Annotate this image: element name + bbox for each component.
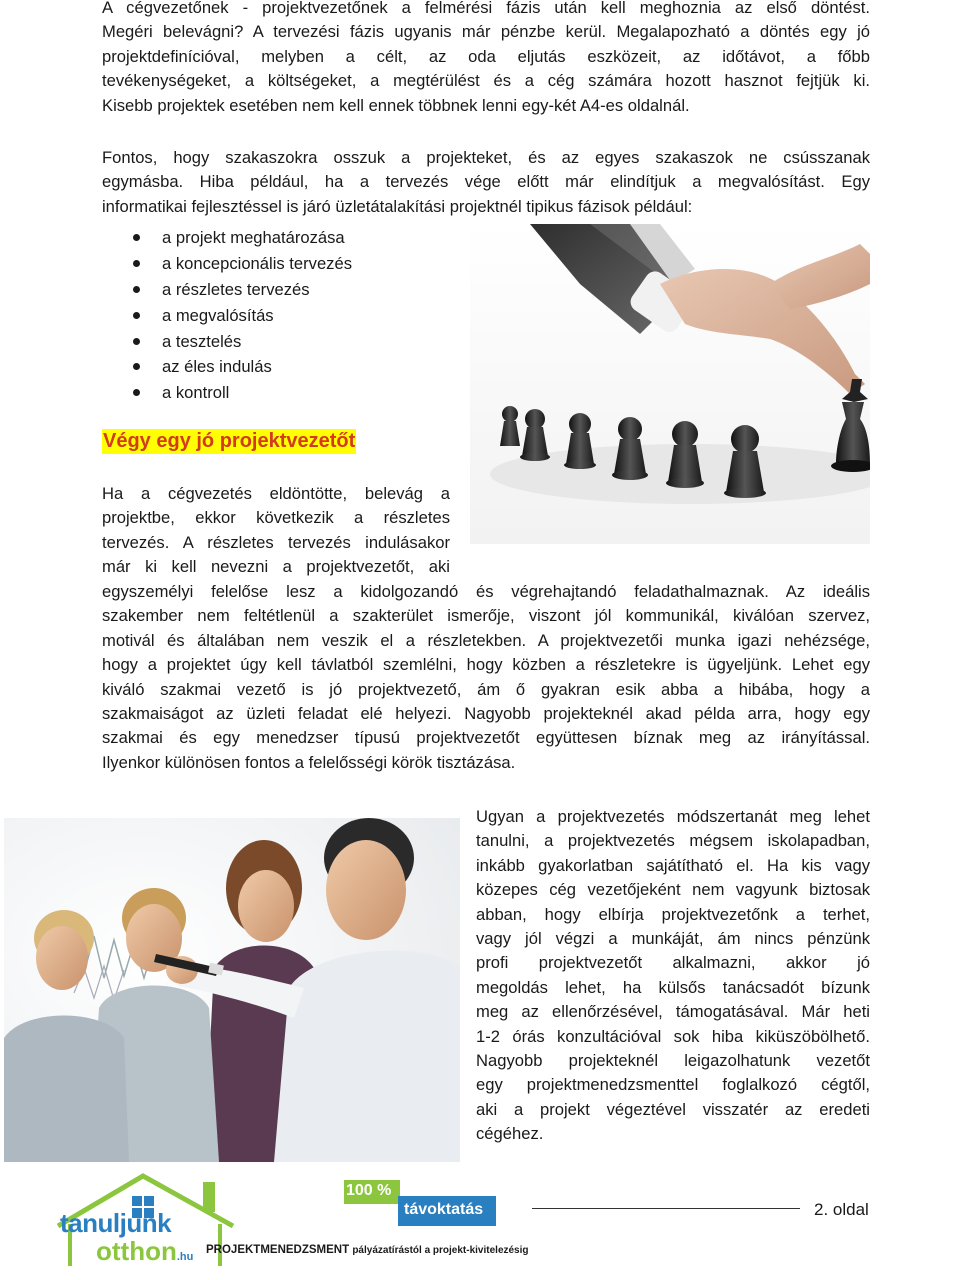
list-item: a projekt meghatározása xyxy=(102,225,352,251)
intro-paragraph xyxy=(102,0,870,118)
course-title-bold: PROJEKTMENEDZSMENT xyxy=(206,1244,350,1256)
list-item: a megvalósítás xyxy=(102,303,352,329)
text-line: egy projektmenedzsmenttel foglalkozó cégtől, xyxy=(476,1075,870,1095)
text-line: egyszemélyi felelőse lesz a kidolgozandó és végrehajtandó feladathalmaznak. Az ideális xyxy=(102,582,870,601)
percent-badge-text: 100 % xyxy=(346,1182,392,1199)
text-line: már ki kell nevezni a projektvezetőt, aki xyxy=(102,557,450,577)
footer-logo xyxy=(0,1166,529,1276)
text-line: profi projektvezetőt alkalmazni, akkor jó xyxy=(476,953,870,973)
text-line: Nagyobb projekteknél leigazolhatunk vezetőt xyxy=(476,1051,870,1071)
text-line: projektbe, ekkor következik a részletes xyxy=(102,508,450,528)
project-manager-paragraph xyxy=(102,580,870,775)
list-item: a tesztelés xyxy=(102,329,352,355)
consulting-paragraph xyxy=(476,805,870,1147)
chess-photo xyxy=(470,224,870,544)
list-item: az éles indulás xyxy=(102,354,352,380)
text-line: szakember nem feltétlenül a szakterület ismerője, viszont jól kommunikál, kiválóan szervez, xyxy=(102,606,870,626)
course-title-rest: pályázatírástól a projekt-kivitelezésig xyxy=(352,1245,529,1256)
text-line: Megéri belevágni? A tervezési fázis ugyanis már pénzbe kerül. Megalapozható a döntés egy jó xyxy=(102,22,870,42)
project-manager-paragraph-start xyxy=(102,482,450,580)
text-line: Kisebb projektek esetében nem kell ennek többnek lenni egy-két A4-es oldalnál. xyxy=(102,95,690,115)
text-line: Fontos, hogy szakaszokra osszuk a projekteket, és az egyes szakaszok ne csússzanak xyxy=(102,148,870,167)
footer-divider xyxy=(532,1208,800,1209)
text-line: tervezés. A részletes tervezés indulásakor xyxy=(102,532,450,552)
meeting-photo xyxy=(4,818,460,1162)
text-line: inkább gyakorlatban sajátítható el. Ha kis vagy xyxy=(476,855,870,875)
text-line: megoldás lehet, ha külsős tanácsadót bízunk xyxy=(476,977,870,997)
distance-learning-text: távoktatás xyxy=(404,1201,484,1218)
phase-list xyxy=(102,225,352,406)
text-line: abban, hogy elbírja projektvezetőnk a terhet, xyxy=(476,904,870,924)
text-line: 1-2 órás konzultációval sok hiba kiküszöbölhető. xyxy=(476,1026,870,1046)
text-line: cégéhez. xyxy=(476,1124,544,1144)
list-item: a kontroll xyxy=(102,380,352,406)
text-line: A cégvezetőnek - projektvezetőnek a felmérési fázis után kell meghoznia az első döntést. xyxy=(102,0,870,17)
text-line: motivál és általában nem veszik el a részletekben. A projektvezetői munka igazi nehézsége, xyxy=(102,630,870,650)
logo-word-tanuljunk: tanuljunk xyxy=(60,1208,172,1238)
text-line: Ilyenkor különösen fontos a felelősségi körök tisztázása. xyxy=(102,752,516,772)
text-line: hogy a projektet úgy kell távlatból szemlélni, hogy közben a részletekre is ügyeljünk. Lehet egy xyxy=(102,655,870,675)
list-item: a koncepcionális tervezés xyxy=(102,251,352,277)
text-line: tanulni, a projektvezetés mégsem iskolapadban, xyxy=(476,831,870,851)
phases-intro-paragraph xyxy=(102,146,870,219)
text-line: Ha a cégvezetés eldöntötte, belevág a xyxy=(102,484,450,503)
course-title xyxy=(206,1244,529,1256)
section-heading: Végy egy jó projektvezetőt xyxy=(103,430,356,452)
logo-word-otthon xyxy=(96,1236,193,1267)
text-line: közepes cég vezetőjeként nem vagyunk biztosak xyxy=(476,880,870,900)
logo-domain: .hu xyxy=(176,1251,194,1263)
list-item: a részletes tervezés xyxy=(102,277,352,303)
text-line: Ugyan a projektvezetés módszertanát meg lehet xyxy=(476,807,870,826)
text-line: meg az ellenőrzésével, támogatásával. Már heti xyxy=(476,1002,870,1022)
text-line: szakmaiságot az üzleti feladat elé helyezi. Nagyobb projekteknél akad példa arra, hogy egy xyxy=(102,704,870,724)
text-line: egymásba. Hiba például, ha a tervezés vége előtt már elindítjuk a megvalósítást. Egy xyxy=(102,172,870,192)
text-line: informatikai fejlesztéssel is járó üzletátalakítási projektnél tipikus fázisok például: xyxy=(102,196,693,216)
page-number: 2. oldal xyxy=(814,1200,869,1219)
text-line: szakmai és egy menedzser típusú projektvezetőt együttesen bíznak meg az irányítással. xyxy=(102,728,870,748)
text-line: kiváló szakmai vezető is jó projektvezető, ám ő gyakran esik abba a hibába, hogy a xyxy=(102,679,870,699)
text-line: aki a projekt végeztével visszatér az eredeti xyxy=(476,1099,870,1119)
text-line: projektdefinícióval, melyben a célt, az oda eljutás eszközeit, az időtávot, a főbb xyxy=(102,46,870,66)
logo-otthon-text: otthon xyxy=(96,1236,177,1266)
text-line: tevékenységeket, a költségeket, a megtérülést és a cég számára hozott hasznot fejtjük ki. xyxy=(102,71,870,91)
text-line: vagy jól végzi a munkáját, ám nincs pénzünk xyxy=(476,929,870,949)
